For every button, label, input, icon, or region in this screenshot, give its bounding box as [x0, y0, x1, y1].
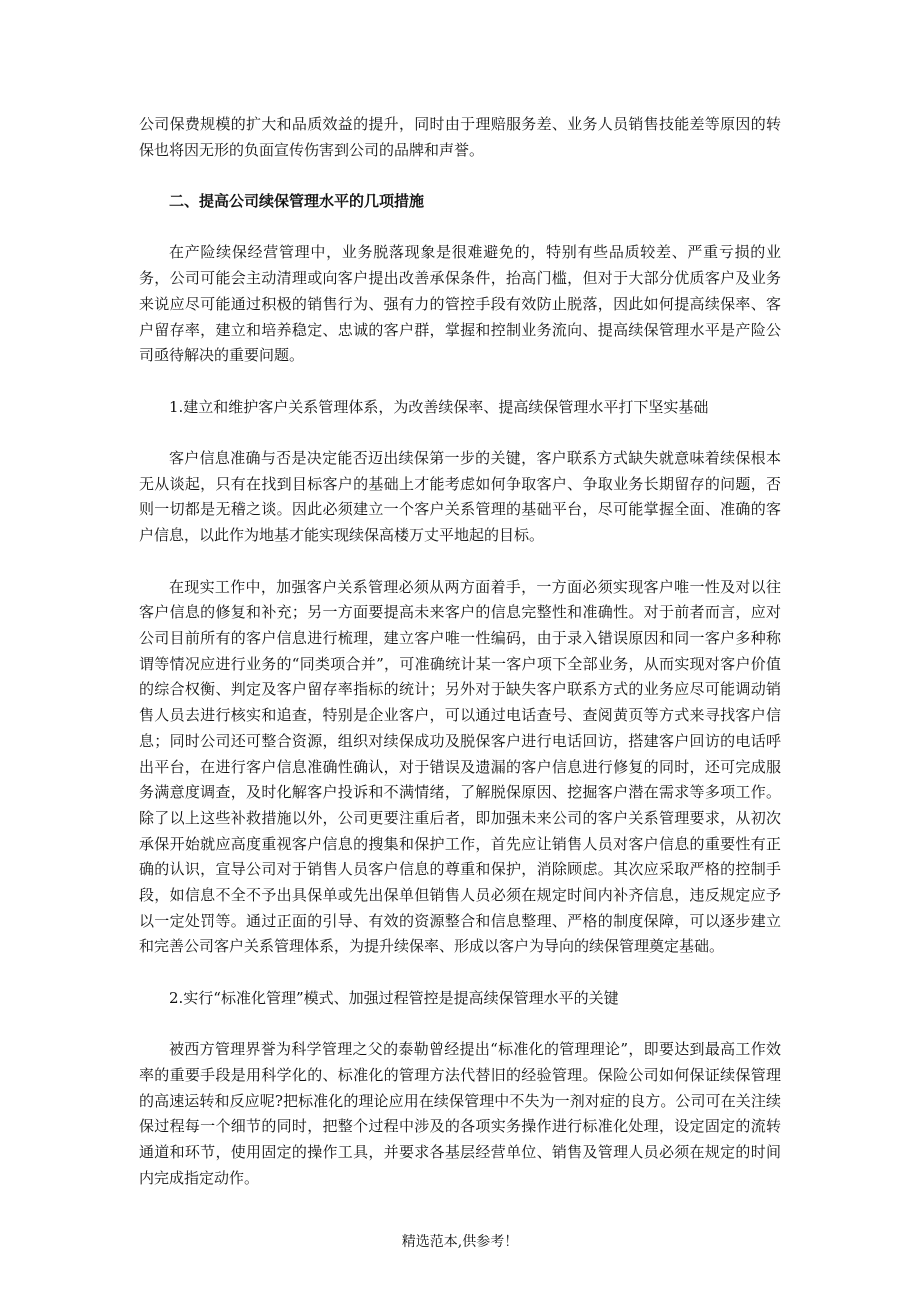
spacer — [139, 1012, 781, 1038]
paragraph-1: 在产险续保经营管理中，业务脱落现象是很难避免的，特别有些品质较差、严重亏损的业务，公司可能会主动清理或向客户提出改善承保条件，抬高门槛，但对于大部分优质客户及业务来说应尽可能通过积极的销售行为、强有力的管控手段有效防止脱落，因此如何提高续保率、客户留存率，建立和培养稳定、忠诚的客户群，掌握和控制业务流向、提高续保管理水平是产险公司亟待解决的重要问题。 — [139, 243, 781, 365]
subheading-2: 2.实行“标准化管理”模式、加强过程管控是提高续保管理水平的关键 — [169, 988, 619, 1007]
spacer — [139, 215, 781, 241]
spacer — [139, 369, 781, 395]
section-heading: 二、提高公司续保管理水平的几项措施 — [169, 192, 425, 211]
paragraph-3: 在现实工作中，加强客户关系管理必须从两方面着手，一方面必须实现客户唯一性及对以往客户信息的修复和补充；另一方面要提高未来客户的信息完整性和准确性。对于前者而言，应对公司目前所有的客户信息进行梳理，建立客户唯一性编码，由于录入错误原因和同一客户多种称谓等情况应进行业务的“同类项合并”，可准确统计某一客户项下全部业务，从而实现对客户价值的综合权衡、判定及客户留存率指标的统计；另外对于缺失客户联系方式的业务应尽可能调动销售人员去进行核实和追查，特别是企业客户，可以通过电话查号、查阅黄页等方式来寻找客户信息；同时公司还可整合资源，组织对续保成功及脱保客户进行电话回访，搭建客户回访的电话呼出平台，在进行客户信息准确性确认，对于错误及遗漏的客户信息进行修复的同时，还可完成服务满意度调查，及时化解客户投诉和不满情绪，了解脱保原因、挖掘客户潜在需求等多项工作。除了以上这些补救措施以外，公司更要注重后者，即加强未来公司的客户关系管理要求，从初次承保开始就应高度重视客户信息的搜集和保护工作，首先应让销售人员对客户信息的重要性有正确的认识，宣导公司对于销售人员客户信息的尊重和保护，消除顾虑。其次应采取严格的控制手段，如信息不全不予出具保单或先出保单但销售人员必须在规定时间内补齐信息，违反规定应予以一定处罚等。通过正面的引导、有效的资源整合和信息整理、严格的制度保障，可以逐步建立和完善公司客户关系管理体系，为提升续保率、形成以客户为导向的续保管理奠定基础。 — [139, 577, 781, 956]
spacer — [139, 549, 781, 575]
subheading-1: 1.建立和维护客户关系管理体系，为改善续保率、提高续保管理水平打下坚实基础 — [169, 397, 709, 416]
paragraph-intro: 公司保费规模的扩大和品质效益的提升，同时由于理赔服务差、业务人员销售技能差等原因的转保也将因无形的负面宣传伤害到公司的品牌和声誉。 — [139, 115, 781, 159]
paragraph-4: 被西方管理界誉为科学管理之父的泰勒曾经提出“标准化的管理理论”，即要达到最高工作效率的重要手段是用科学化的、标准化的管理方法代替旧的经验管理。保险公司如何保证续保管理的高速运转和反应呢?把标准化的理论应用在续保管理中不失为一剂对症的良方。公司可在关注续保过程每一个细节的同时，把整个过程中涉及的各项实务操作进行标准化处理，设定固定的流转通道和环节，使用固定的操作工具，并要求各基层经营单位、销售及管理人员必须在规定的时间内完成指定动作。 — [139, 1040, 781, 1187]
page-footer: 精选范本,供参考！ — [401, 1234, 519, 1250]
paragraph-2: 客户信息准确与否是决定能否迈出续保第一步的关键，客户联系方式缺失就意味着续保根本无从谈起，只有在找到目标客户的基础上才能考虑如何争取客户、争取业务长期留存的问题，否则一切都是无稽之谈。因此必须建立一个客户关系管理的基础平台，尽可能掌握全面、准确的客户信息，以此作为地基才能实现续保高楼万丈平地起的目标。 — [139, 449, 781, 545]
spacer — [139, 163, 781, 189]
document-body — [139, 112, 781, 1191]
spacer — [139, 420, 781, 446]
spacer — [139, 960, 781, 986]
